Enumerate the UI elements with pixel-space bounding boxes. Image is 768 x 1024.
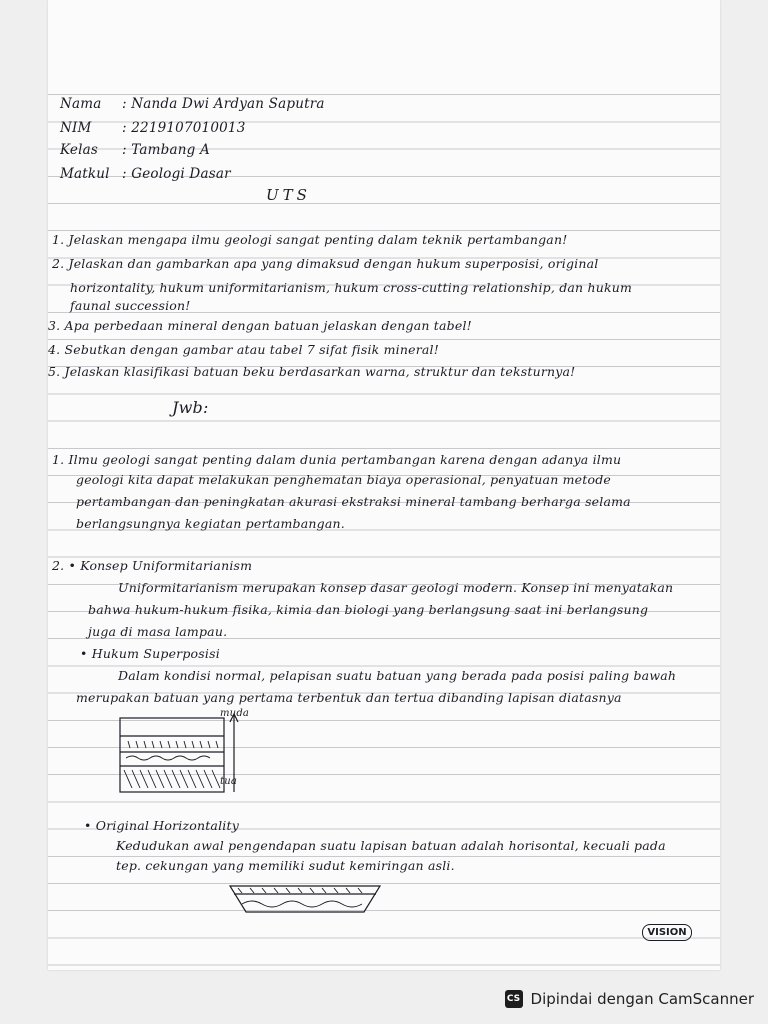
sketch-label-muda: muda xyxy=(220,708,250,719)
answer-2-text3-line2: tep. cekungan yang memiliki sudut kemiringan asli. xyxy=(116,858,455,873)
kelas-line xyxy=(60,142,210,158)
answer-1-line3: pertambangan dan peningkatan akurasi ekstraksi mineral tambang berharga selama xyxy=(76,494,631,509)
scanner-watermark xyxy=(505,986,754,1012)
page-title: UTS xyxy=(266,186,311,204)
answer-2-text2-line2: merupakan batuan yang pertama terbentuk dan tertua dibanding lapisan diatasnya xyxy=(76,690,622,705)
kelas-value: : Tambang A xyxy=(122,142,210,158)
answer-2-text3-line1: Kedudukan awal pengendapan suatu lapisan batuan adalah horisontal, kecuali pada xyxy=(116,838,666,853)
basin-outline xyxy=(230,886,380,912)
answer-1-line2: geologi kita dapat melakukan penghematan biaya operasional, penyatuan metode xyxy=(76,472,612,487)
name-label: Nama xyxy=(60,96,102,112)
matkul-label: Matkul xyxy=(60,166,110,182)
answer-1-line4: berlangsungnya kegiatan pertambangan. xyxy=(76,516,345,531)
nim-label: NIM xyxy=(60,120,92,136)
answer-2-text1-line2: bahwa hukum-hukum fisika, kimia dan biologi yang berlangsung saat ini berlangsung xyxy=(88,602,649,617)
layer-hatching xyxy=(124,741,220,788)
question-2-cont: horizontality, hukum uniformitarianism, hukum cross-cutting relationship, dan hukum xyxy=(70,280,633,295)
answer-2-text2-line1: Dalam kondisi normal, pelapisan suatu batuan yang berada pada posisi paling bawah xyxy=(118,668,677,683)
superposition-sketch xyxy=(110,708,260,804)
camscanner-icon: CS xyxy=(505,990,523,1008)
horizontality-sketch xyxy=(224,878,386,918)
question-3: 3. Apa perbedaan mineral dengan batuan jelaskan dengan tabel! xyxy=(48,318,472,333)
nim-line xyxy=(60,120,246,136)
question-5: 5. Jelaskan klasifikasi batuan beku berdasarkan warna, struktur dan teksturnya! xyxy=(48,364,576,379)
sketch-label-tua: tua xyxy=(220,776,238,787)
matkul-value: : Geologi Dasar xyxy=(122,166,231,182)
matkul-line xyxy=(60,166,231,182)
answer-2-bullet-uniformitarianism: 2. • Konsep Uniformitarianism xyxy=(52,558,253,573)
answer-2-bullet-superposisi: • Hukum Superposisi xyxy=(80,646,220,661)
answer-heading: Jwb: xyxy=(172,398,209,417)
name-line xyxy=(60,96,325,112)
question-2: 2. Jelaskan dan gambarkan apa yang dimaksud dengan hukum superposisi, original xyxy=(52,256,599,271)
question-1: 1. Jelaskan mengapa ilmu geologi sangat penting dalam teknik pertambangan! xyxy=(52,232,568,247)
answer-2-text1-line1: Uniformitarianism merupakan konsep dasar geologi modern. Konsep ini menyatakan xyxy=(118,580,674,595)
vision-stamp: VISION xyxy=(642,924,692,941)
answer-1-line1: 1. Ilmu geologi sangat penting dalam dunia pertambangan karena dengan adanya ilmu xyxy=(52,452,622,467)
answer-2-bullet-horizontality: • Original Horizontality xyxy=(84,818,239,833)
scanner-footer-text: Dipindai dengan CamScanner xyxy=(530,990,754,1008)
kelas-label: Kelas xyxy=(60,142,99,158)
nim-value: : 2219107010013 xyxy=(122,120,246,136)
question-2-cont2: faunal succession! xyxy=(70,298,191,313)
name-value: : Nanda Dwi Ardyan Saputra xyxy=(122,96,325,112)
question-4: 4. Sebutkan dengan gambar atau tabel 7 sifat fisik mineral! xyxy=(48,342,439,357)
answer-2-text1-line3: juga di masa lampau. xyxy=(88,624,228,639)
